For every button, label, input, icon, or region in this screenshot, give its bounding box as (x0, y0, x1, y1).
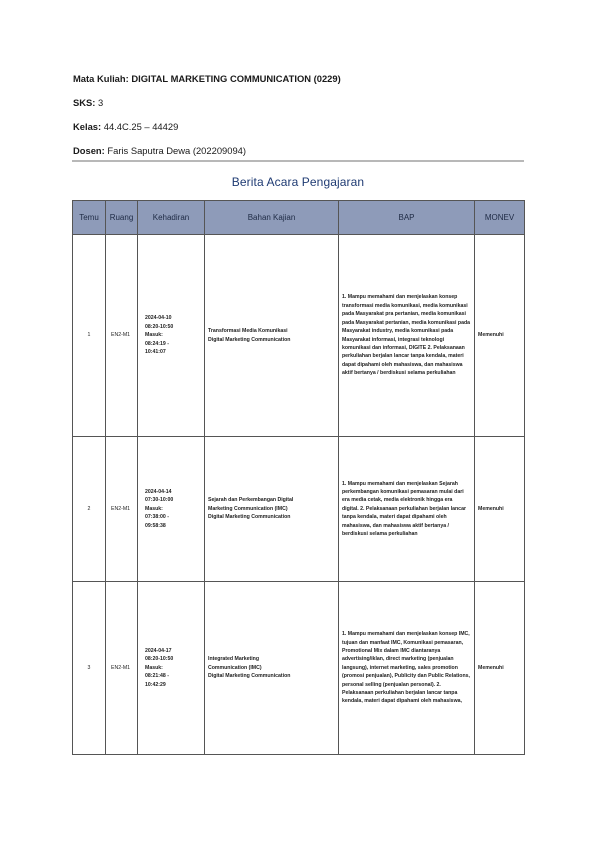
course-value: DIGITAL MARKETING COMMUNICATION (0229) (131, 73, 341, 84)
bap-table (72, 200, 525, 755)
attendance-out-time: 10:42:29 (145, 681, 166, 688)
column-header-monev: MONEV (475, 201, 525, 235)
cell-monev: Memenuhi (475, 437, 525, 582)
cell-temu: 1 (73, 235, 106, 437)
cell-ruang: EN2-M1 (106, 235, 138, 437)
attendance-date: 2024-04-14 (145, 488, 172, 495)
cell-bahan-kajian (205, 437, 339, 582)
column-header-ruang: Ruang (106, 201, 138, 235)
lecturer-row (73, 144, 341, 168)
sks-label: SKS: (73, 97, 96, 108)
topic-line: Digital Marketing Communication (208, 336, 291, 343)
cell-bap: 1. Mampu memahami dan menjelaskan konsep transformasi media komunikasi, media komunikasi pada Masyarakat pra pertanian, media komunikasi pada Masyarakat pertanian, media komunikasi pada Masyarakat industry, media komunikasi pada Masyarakat informasi, integrasi teknologi komunikasi dan informasi, DIGITE 2. Pelaksanaan perkuliahan berjalan lancar tanpa kendala, materi dapat dipahami oleh mahasiswa, dan mahasiswa aktif bertanya / berdiskusi selama perkuliahan (339, 235, 475, 437)
attendance-slot: 08:20-10:50 (145, 323, 174, 330)
class-value: 44.4C.25 – 44429 (103, 121, 179, 132)
cell-ruang: EN2-M1 (106, 437, 138, 582)
attendance-in-time: 08:24:19 - (145, 340, 169, 347)
cell-bap: 1. Mampu memahami dan menjelaskan Sejarah perkembangan komunikasi pemasaran mulai dari era media cetak, media elektronik hingga era digital. 2. Pelaksanaan perkuliahan berjalan lancar tanpa kendala, materi dapat dipahami oleh mahasiswa, dan mahasiswa aktif bertanya / berdiskusi selama perkuliahan (339, 437, 475, 582)
cell-kehadiran (138, 437, 205, 582)
sks-value: 3 (98, 97, 104, 108)
column-header-bahan-kajian: Bahan Kajian (205, 201, 339, 235)
cell-kehadiran (138, 235, 205, 437)
document-title: Berita Acara Pengajaran (231, 175, 365, 189)
attendance-in-time: 08:21:48 - (145, 673, 169, 680)
cell-bap: 1. Mampu memahami dan menjelaskan konsep IMC, tujuan dan manfaat IMC, Komunikasi pemasaran, Promotional Mix dalam IMC diantaranya advertising/iklan, direct marketing (penjualan langsung), internet marketing, sales promotion (promosi penjualan), Publicity dan Public Relations, personal selling (penjualan personal). 2. Pelaksanaan perkuliahan berjalan lancar tanpa kendala, materi dapat dipahami oleh mahasiswa, (339, 582, 475, 755)
cell-temu: 3 (73, 582, 106, 755)
topic-line: Digital Marketing Communication (208, 673, 291, 680)
cell-bahan-kajian (205, 235, 339, 437)
sks-row (73, 96, 341, 120)
attendance-out-time: 10:41:07 (145, 349, 166, 356)
cell-monev: Memenuhi (475, 582, 525, 755)
table-row (73, 437, 525, 582)
lecturer-value: Faris Saputra Dewa (202209094) (107, 145, 247, 156)
attendance-in-label: Masuk: (145, 505, 163, 512)
topic-line: Communication (IMC) (208, 664, 262, 671)
course-info (73, 72, 341, 168)
attendance-in-time: 07:38:00 - (145, 514, 169, 521)
course-label: Mata Kuliah: (73, 73, 129, 84)
attendance-in-label: Masuk: (145, 332, 163, 339)
column-header-kehadiran: Kehadiran (138, 201, 205, 235)
attendance-slot: 07:30-10:00 (145, 497, 174, 504)
topic-line: Transformasi Media Komunikasi (208, 328, 288, 335)
cell-ruang: EN2-M1 (106, 582, 138, 755)
attendance-date: 2024-04-10 (145, 315, 172, 322)
attendance-slot: 08:20-10:50 (145, 656, 174, 663)
course-row (73, 72, 341, 96)
lecturer-label: Dosen: (73, 145, 105, 156)
topic-line: Digital Marketing Communication (208, 514, 291, 521)
attendance-in-label: Masuk: (145, 664, 163, 671)
cell-kehadiran (138, 582, 205, 755)
table-row (73, 582, 525, 755)
attendance-date: 2024-04-17 (145, 647, 172, 654)
topic-line: Integrated Marketing (208, 656, 260, 663)
topic-line: Sejarah dan Perkembangan Digital (208, 497, 294, 504)
cell-temu: 2 (73, 437, 106, 582)
header-divider (72, 160, 524, 162)
attendance-out-time: 09:58:38 (145, 522, 166, 529)
column-header-bap: BAP (339, 201, 475, 235)
class-row (73, 120, 341, 144)
table-row (73, 235, 525, 437)
class-label: Kelas: (73, 121, 102, 132)
cell-monev: Memenuhi (475, 235, 525, 437)
table-header-row (73, 201, 525, 235)
cell-bahan-kajian (205, 582, 339, 755)
column-header-temu: Temu (73, 201, 106, 235)
topic-line: Marketing Communication (IMC) (208, 505, 288, 512)
